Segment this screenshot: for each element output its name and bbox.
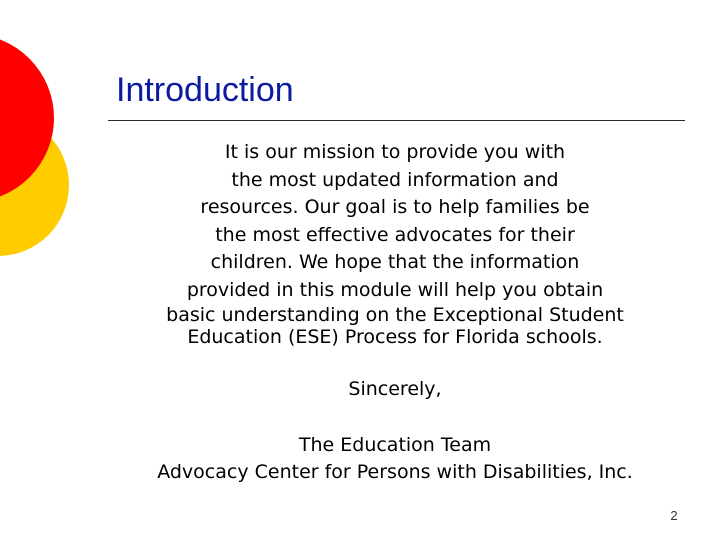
page-number: 2 xyxy=(670,508,678,523)
body-line: the most effective advocates for their xyxy=(215,223,575,246)
body-line: Education (ESE) Process for Florida schools. xyxy=(187,326,603,348)
closing-text: Sincerely, xyxy=(348,378,442,400)
title-divider xyxy=(108,120,685,121)
spacer xyxy=(110,348,680,376)
body-line: the most updated information and xyxy=(231,168,559,191)
slide-body xyxy=(110,139,680,487)
spacer xyxy=(110,404,680,432)
body-line: provided in this module will help you obtain xyxy=(186,278,604,301)
body-line: children. We hope that the information xyxy=(210,251,580,273)
decorative-circles xyxy=(0,0,120,300)
signature-organization: Advocacy Center for Persons with Disabilities, Inc. xyxy=(157,461,633,483)
body-line: resources. Our goal is to help families be xyxy=(200,196,590,218)
slide-title: Introduction xyxy=(116,71,294,109)
signature-team: The Education Team xyxy=(298,433,492,456)
body-line: It is our mission to provide you with xyxy=(224,141,566,163)
body-line: basic understanding on the Exceptional Student xyxy=(166,304,624,326)
